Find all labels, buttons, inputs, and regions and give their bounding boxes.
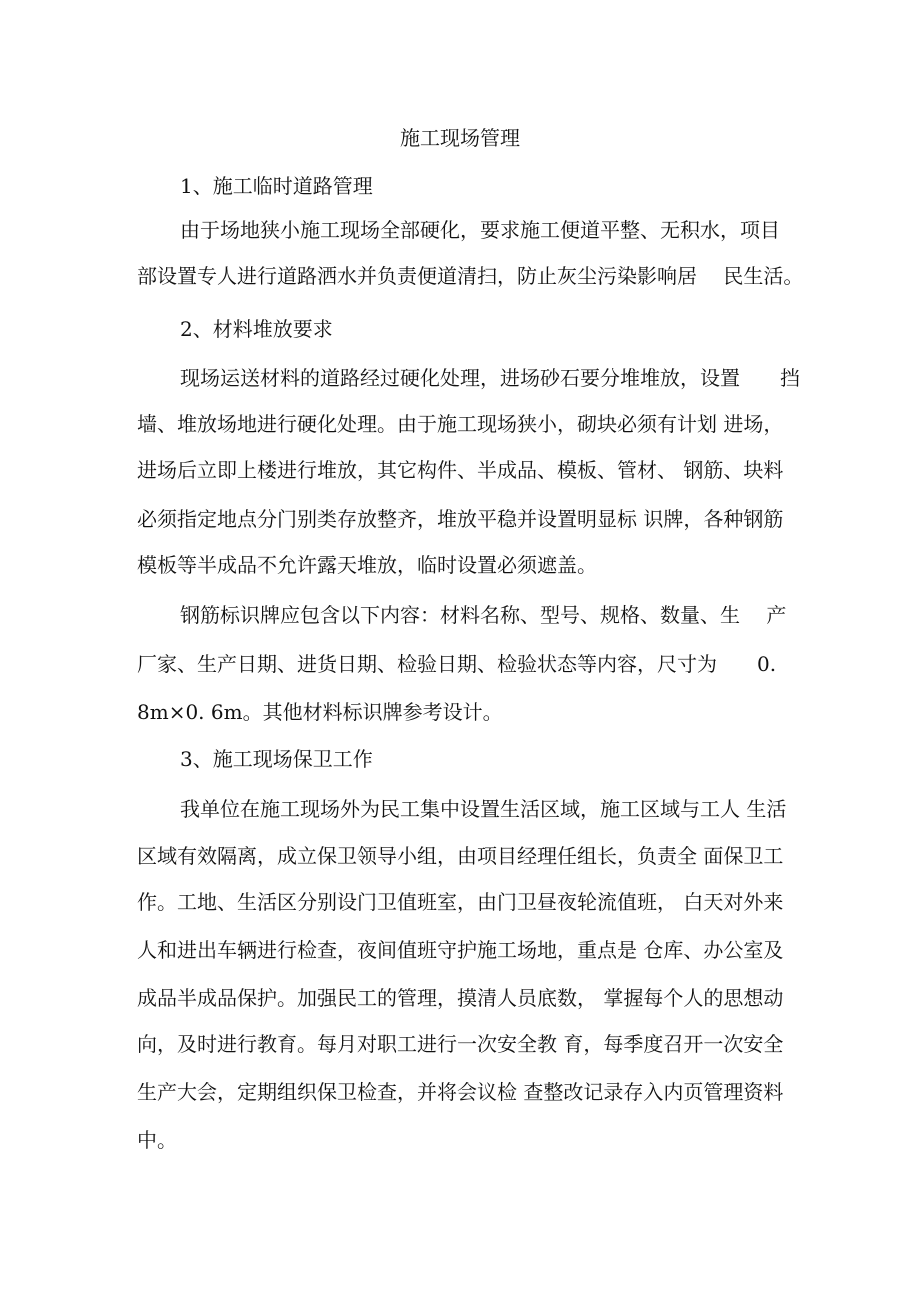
- paragraph-line: 区域有效隔离，成立保卫领导小组，由项目经理任组长，负责全 面保卫工: [137, 844, 784, 868]
- document-title: 施工现场管理: [400, 126, 520, 150]
- paragraph-line: 模板等半成品不允许露天堆放，临时设置必须遮盖。: [137, 553, 597, 577]
- paragraph-line: 钢筋标识牌应包含以下内容：材料名称、型号、规格、数量、生 产: [180, 603, 787, 627]
- paragraph-line: 必须指定地点分门别类存放整齐，堆放平稳并设置明显标 识牌，各种钢筋: [137, 507, 784, 531]
- section-heading-1: 1、施工临时道路管理: [180, 174, 373, 198]
- paragraph-line: 墙、堆放场地进行硬化处理。由于施工现场狭小，砌块必须有计划 进场，: [137, 412, 784, 436]
- paragraph-line: 厂家、生产日期、进货日期、检验日期、检验状态等内容，尺寸为 0.: [137, 652, 777, 676]
- paragraph-line: 人和进出车辆进行检查，夜间值班守护施工场地，重点是 仓库、办公室及: [137, 938, 784, 962]
- paragraph-line: 由于场地狭小施工现场全部硬化，要求施工便道平整、无积水，项目: [180, 218, 780, 242]
- paragraph-line: 部设置专人进行道路洒水并负责便道清扫，防止灰尘污染影响居 民生活。: [137, 264, 804, 288]
- paragraph-line: 我单位在施工现场外为民工集中设置生活区域，施工区域与工人 生活: [180, 797, 787, 821]
- paragraph-line: 现场运送材料的道路经过硬化处理，进场砂石要分堆堆放，设置 挡: [180, 366, 800, 390]
- paragraph-line: 向，及时进行教育。每月对职工进行一次安全教 育，每季度召开一次安全: [137, 1032, 784, 1056]
- section-heading-3: 3、施工现场保卫工作: [180, 747, 373, 771]
- paragraph-line: 生产大会，定期组织保卫检查，并将会议检 查整改记录存入内页管理资料: [137, 1080, 784, 1104]
- paragraph-line: 进场后立即上楼进行堆放，其它构件、半成品、模板、管材、 钢筋、块料: [137, 458, 784, 482]
- paragraph-line: 作。工地、生活区分别设门卫值班室，由门卫昼夜轮流值班， 白天对外来: [137, 890, 784, 914]
- section-heading-2: 2、材料堆放要求: [180, 317, 333, 341]
- paragraph-line: 8m×0. 6m。其他材料标识牌参考设计。: [137, 700, 503, 724]
- paragraph-line: 成品半成品保护。加强民工的管理，摸清人员底数， 掌握每个人的思想动: [137, 986, 784, 1010]
- paragraph-line: 中。: [137, 1128, 177, 1152]
